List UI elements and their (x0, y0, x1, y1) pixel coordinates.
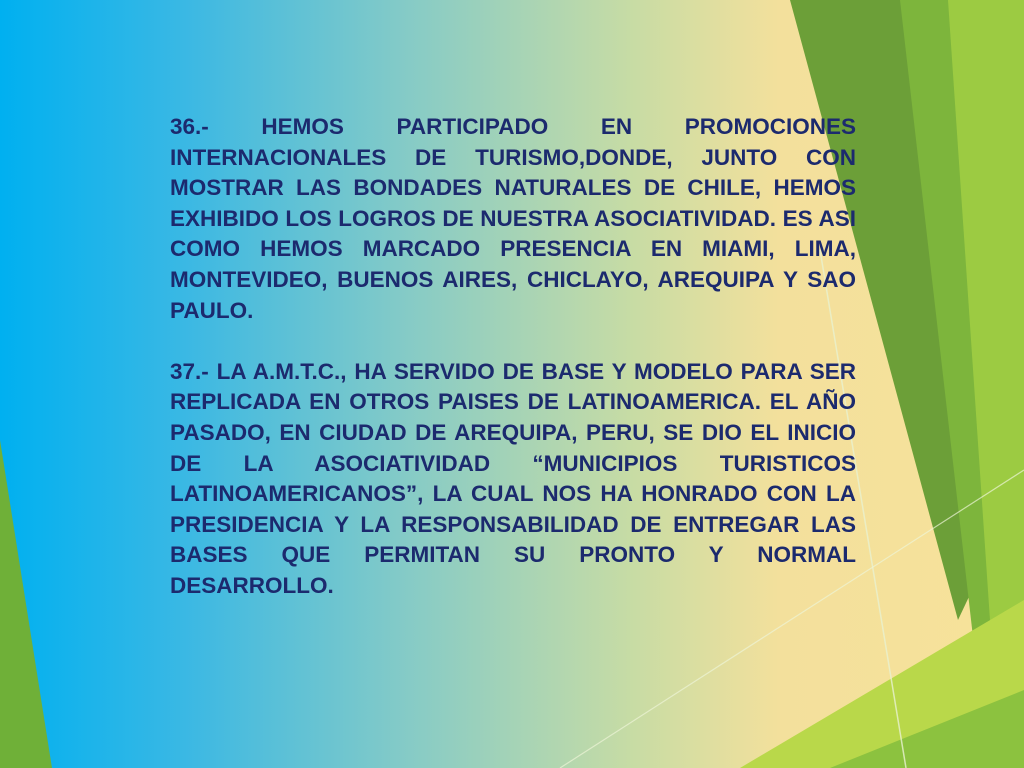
paragraph-37: 37.- LA A.M.T.C., HA SERVIDO DE BASE Y MODELO PARA SER REPLICADA EN OTROS PAISES DE LATINOAMERICA. EL AÑO PASADO, EN CIUDAD DE AREQUIPA, PERU, SE DIO EL INICIO DE LA ASOCIATIVIDAD “MUNICIPIOS TURISTICOS LATINOAMERICANOS”, LA CUAL NOS HA HONRADO CON LA PRESIDENCIA Y LA RESPONSABILIDAD DE ENTREGAR LAS BASES QUE PERMITAN SU PRONTO Y NORMAL DESARROLLO. (170, 358, 856, 598)
left-green-shape (0, 440, 52, 768)
body-text (170, 112, 856, 602)
paragraph-36: 36.- HEMOS PARTICIPADO EN PROMOCIONES INTERNACIONALES DE TURISMO,DONDE, JUNTO CON MOSTRAR LAS BONDADES NATURALES DE CHILE, HEMOS EXHIBIDO LOS LOGROS DE NUESTRA ASOCIATIVIDAD. ES ASI COMO HEMOS MARCADO PRESENCIA EN MIAMI, LIMA, MONTEVIDEO, BUENOS AIRES, CHICLAYO, AREQUIPA Y SAO PAULO. (170, 114, 856, 323)
